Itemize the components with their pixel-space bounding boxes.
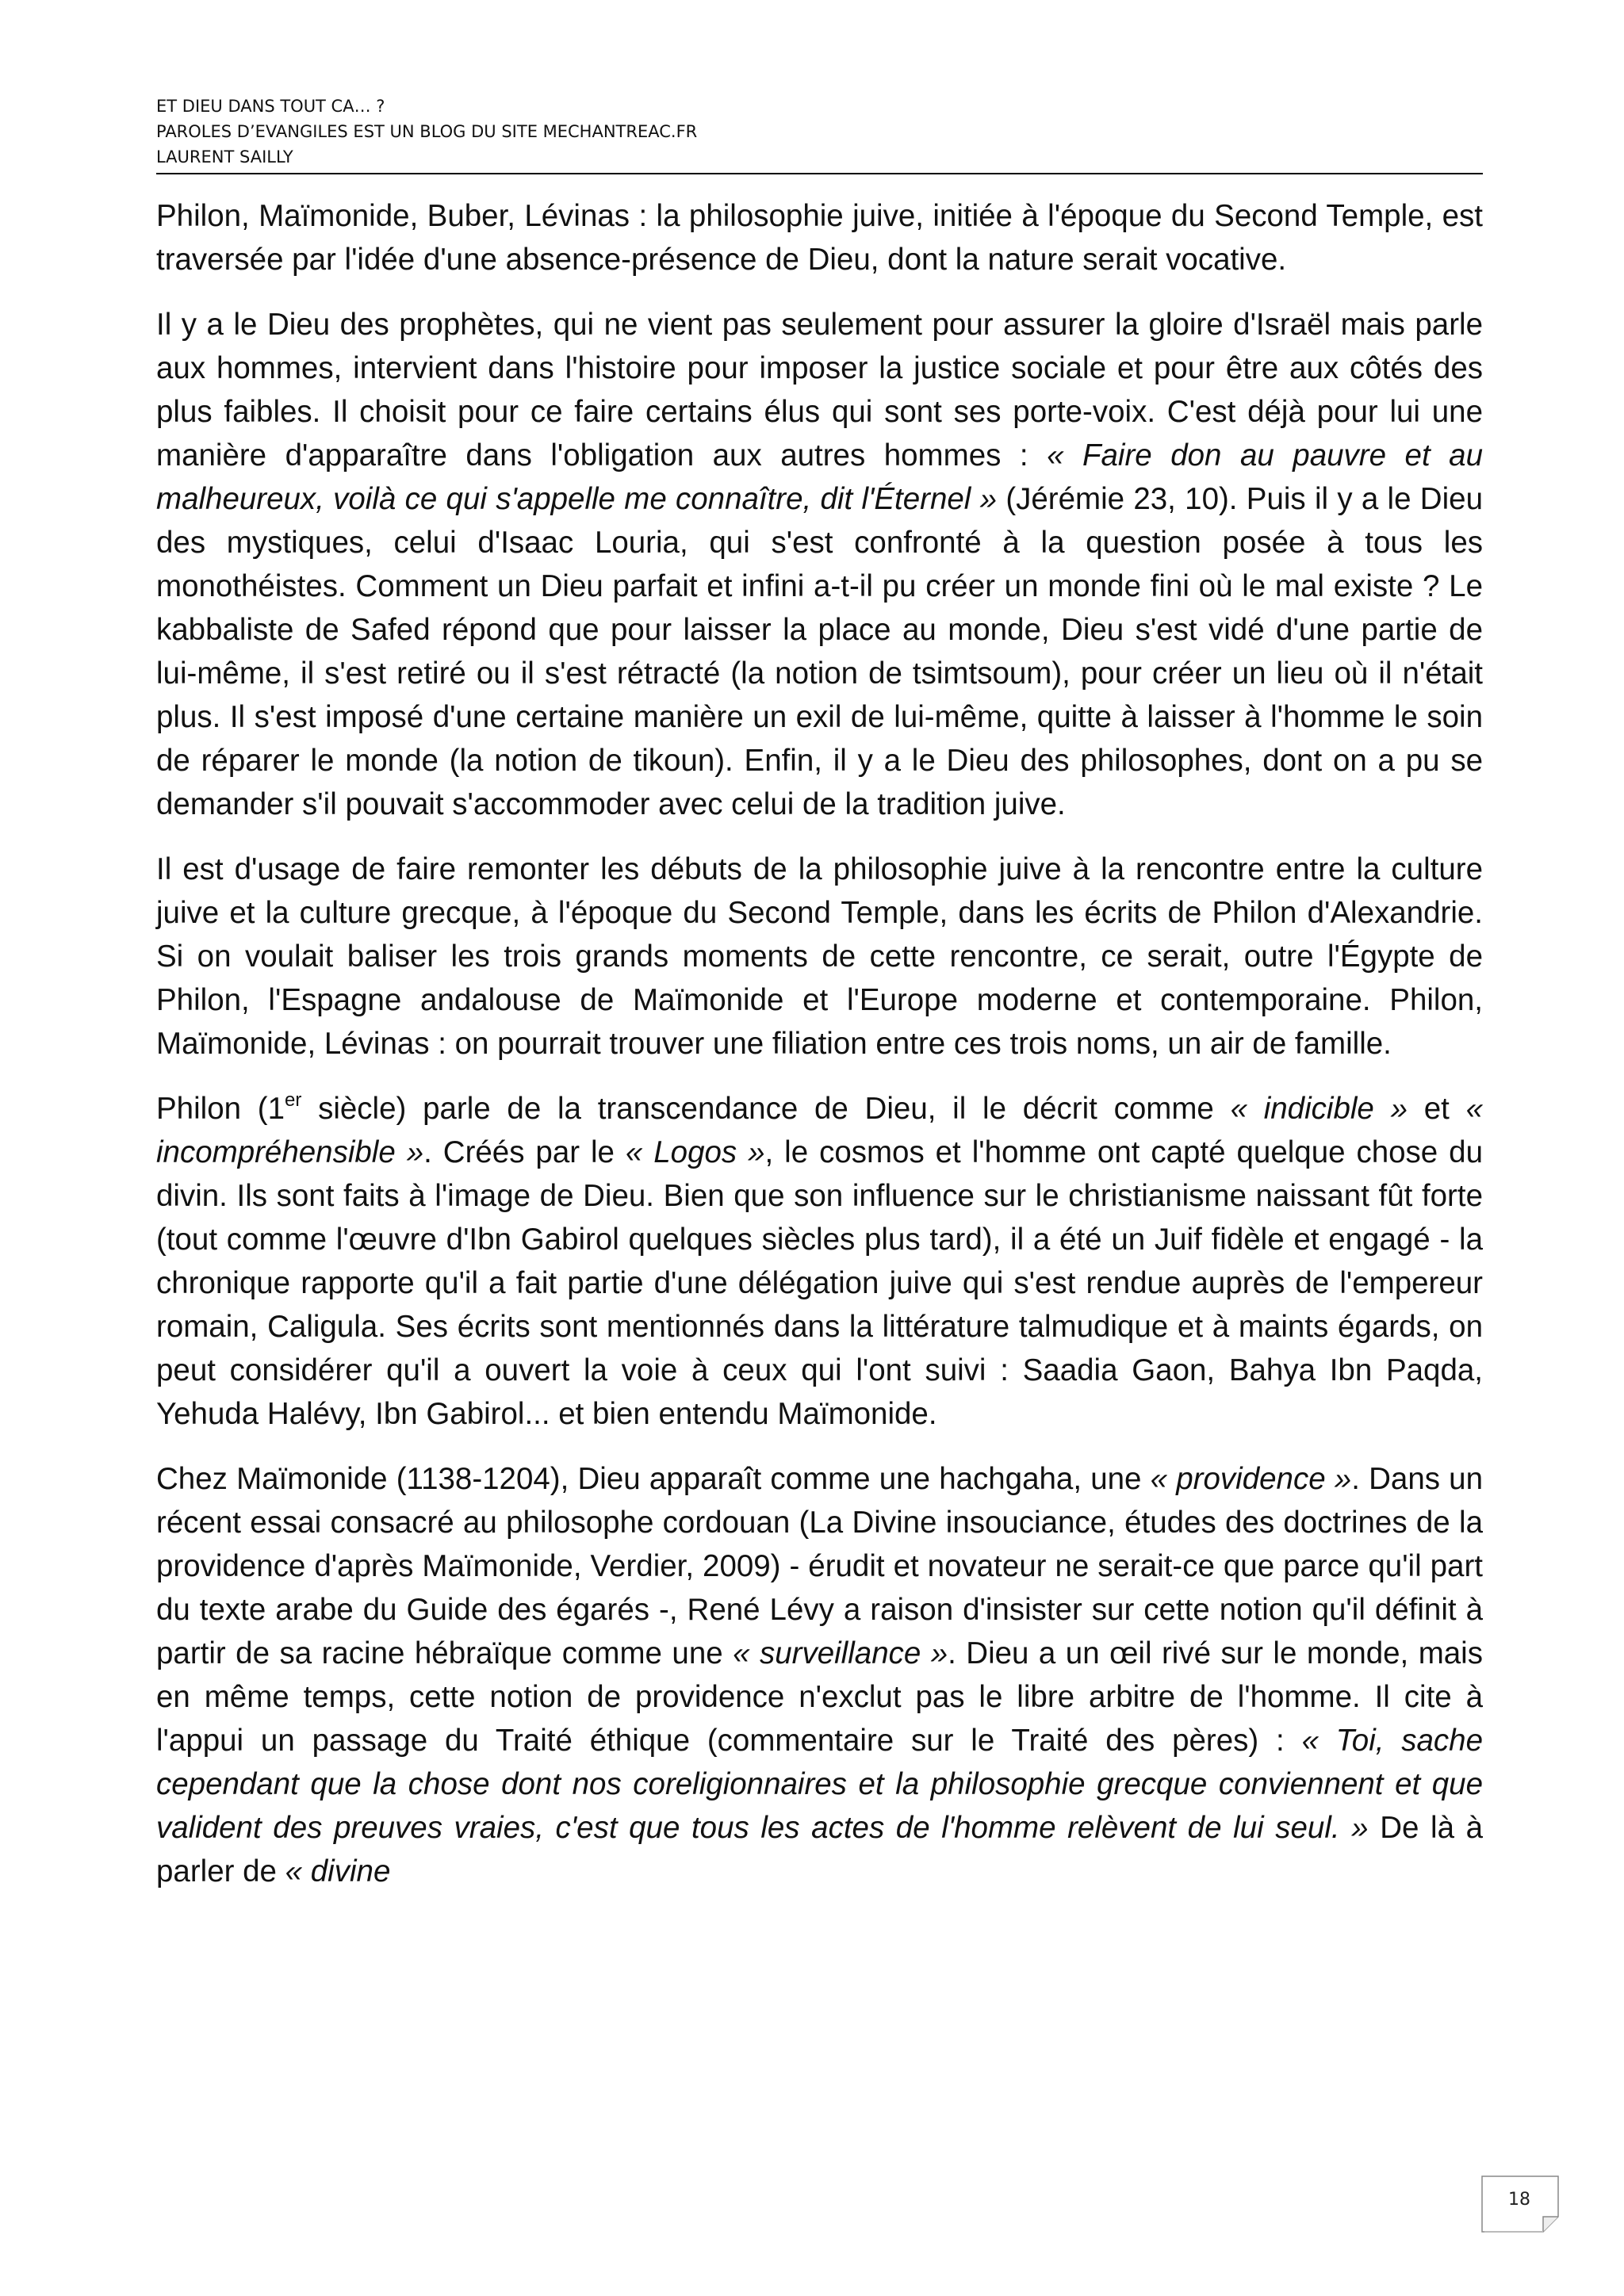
text-run: , le cosmos et l'homme ont capté quelque chose du divin. Ils sont faits à l'image de Dieu. Bien que son influence sur le christianisme naissant fût forte (tout comme l'œuvre d'Ibn Gabirol quelques siècles plus tard), il a été un Juif fidèle et engagé - la chronique rapporte qu'il a fait partie d'une délégation juive qui s'est rendue auprès de l'empereur romain, Caligula. Ses écrits sont mentionnés dans la littérature talmudique et à maints égards, on peut considérer qu'il a ouvert la voie à ceux qui l'ont suivi : Saadia Gaon, Bahya Ibn Paqda, Yehuda Halévy, Ibn Gabirol... et bien entendu Maïmonide. [156,1135,1483,1431]
text-run: . Dans un récent essai consacré au philosophe cordouan (La Divine insouciance, études des doctrines de la providence d'après Maïmonide, Verdier, 2009) - érudit et novateur ne serait-ce que parce qu'il part du texte arabe du Guide des égarés -, René Lévy a raison d'insister sur cette notion qu'il définit à partir de sa racine hébraïque comme une [156,1462,1484,1670]
text-run: Il est d'usage de faire remonter les débuts de la philosophie juive à la rencontre entre la culture juive et la culture grecque, à l'époque du Second Temple, dans les écrits de Philon d'Alexandrie. Si on voulait baliser les trois grands moments de cette rencontre, ce serait, outre l'Égypte de Philon, l'Espagne andalouse de Maïmonide et l'Europe moderne et contemporaine. Philon, Maïmonide, Lévinas : on pourrait trouver une filiation entre ces trois noms, un air de famille. [156,852,1483,1061]
page-number: 18 [1508,2190,1530,2210]
quote: « Toi, sache cependant que la chose dont nos coreligionnaires et la philosophie grecque conviennent et que valident des preuves vraies, c'est que tous les actes de l'homme relèvent de lui seul. » [156,1724,1483,1845]
paragraph [156,1457,1483,1893]
text-run: . Créés par le [423,1135,626,1169]
text-run: . Dieu a un œil rivé sur le monde, mais en même temps, cette notion de providence n'exclut pas le libre arbitre de l'homme. Il cite à l'appui un passage du Traité éthique (commentaire sur le Traité des pères) : [156,1636,1483,1758]
quote: « indicible » [1230,1092,1408,1126]
text-run: siècle) parle de la transcendance de Dieu, il le décrit comme [301,1092,1231,1126]
text-run: (Jérémie 23, 10). Puis il y a le Dieu des mystiques, celui d'Isaac Louria, qui s'est confronté à la question posée à tous les monothéistes. Comment un Dieu parfait et infini a-t-il pu créer un monde fini où le mal existe ? Le kabbaliste de Safed répond que pour laisser la place au monde, Dieu s'est vidé d'une partie de lui-même, il s'est retiré ou il s'est rétracté (la notion de tsimtsoum), pour créer un lieu où il n'était plus. Il s'est imposé d'une certaine manière un exil de lui-même, quitte à laisser à l'homme le soin de réparer le monde (la notion de tikoun). Enfin, il y a le Dieu des philosophes, dont on a pu se demander s'il pouvait s'accommoder avec celui de la tradition juive. [156,482,1483,821]
paragraph [156,848,1483,1066]
header-title: ET DIEU DANS TOUT CA… ? [156,97,385,116]
header-author: LAURENT SAILLY [156,147,293,166]
running-header [156,94,1483,174]
header-blog-line: PAROLES D’EVANGILES EST UN BLOG DU SITE MECHANTREAC.FR [156,122,698,141]
quote: « providence » [1150,1462,1352,1496]
text-run: Il y a le Dieu des prophètes, qui ne vient pas seulement pour assurer la gloire d'Israël mais parle aux hommes, intervient dans l'histoire pour imposer la justice sociale et pour être aux côtés des plus faibles. Il choisit pour ce faire certains élus qui sont ses porte-voix. C'est déjà pour lui une manière d'apparaître dans l'obligation aux autres hommes : [156,308,1483,473]
quote: « surveillance » [733,1636,948,1670]
superscript: er [285,1089,302,1111]
text-run: et [1407,1092,1466,1126]
quote: « Logos » [625,1135,765,1169]
text-run: Chez Maïmonide (1138-1204), Dieu apparaît comme une hachgaha, une [156,1462,1151,1496]
text-run: De là à parler de [156,1811,1484,1888]
quote: « Faire don au pauvre et au malheureux, voilà ce qui s'appelle me connaître, dit l'Éternel » [156,438,1483,516]
text-run: Philon (1 [156,1092,285,1126]
paragraph [156,303,1483,826]
quote: « incompréhensible » [156,1092,1483,1169]
page-number-box [1481,2175,1561,2233]
paragraph [156,194,1483,281]
body-text [156,194,1483,1915]
text-run: Philon, Maïmonide, Buber, Lévinas : la philosophie juive, initiée à l'époque du Second Temple, est traversée par l'idée d'une absence-présence de Dieu, dont la nature serait vocative. [156,199,1483,277]
paragraph [156,1087,1483,1436]
quote: « divine [285,1854,391,1888]
